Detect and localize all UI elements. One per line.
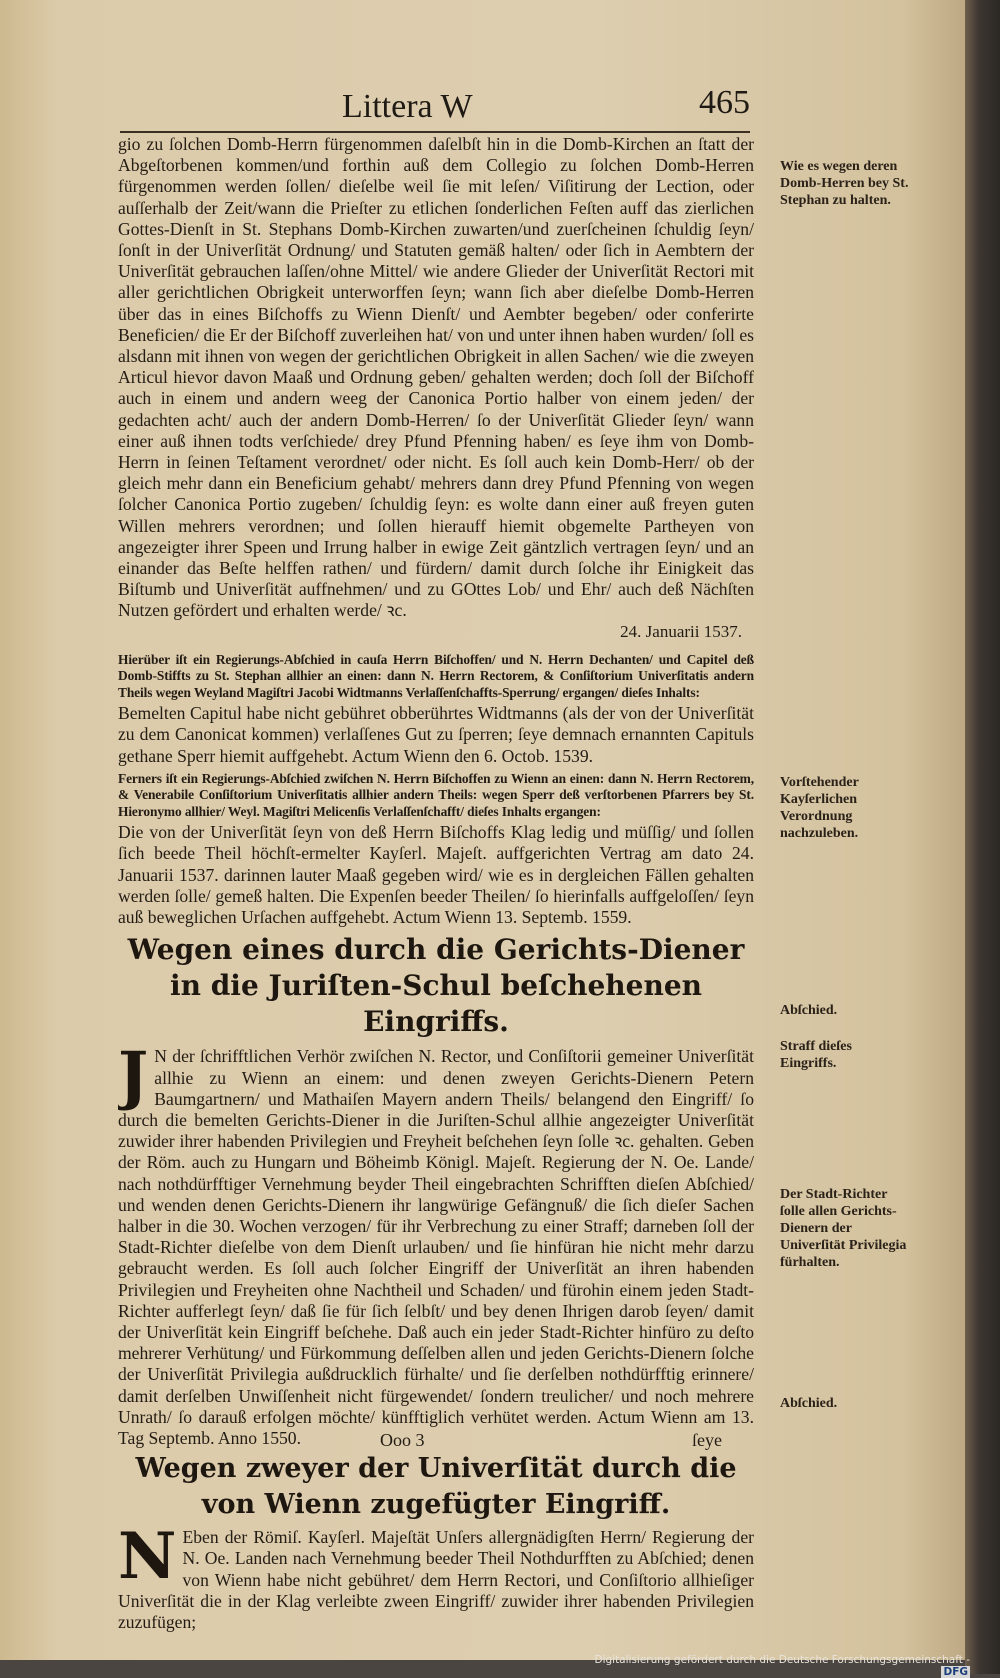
running-title: Littera W [342, 88, 473, 125]
credit-text: Digitalisierung gefördert durch die Deutsche Forschungsgemeinschaft - [594, 1654, 970, 1666]
section-2-body [118, 1527, 754, 1633]
paragraph-4: N der ſchrifftlichen Verhör zwiſchen N. Rector, und Conſiſtorii gemeiner Univerſität allhie zu Wienn an einem: und denen zweyen Gerichts-Dienern Petern Baumgartnern/ und Mathaiſen Mayern andern Theils/ belangend den Eingriff/ ſo durch die bemelten Gerichts-Diener in die Juriſten-Schul allhie angezeigter Univerſität zuwider ihrer habenden Privilegien und Freyheit beſchehen ſeyn ſolle ꝛc. gehalten. Geben der Röm. auch zu Hungarn und Böheimb Königl. Majeſt. Regierung der N. Oe. Lande/ nach nothdürfftiger Vernehmung beyder Theil eingebrachten Schrifften dieſen Abſchied/ und wenden denen Gerichts-Dienern ihr langwürige Gefängnuß/ die ſich dieſer Sachen halber in die 30. Wochen verzogen/ für ihr Verbrechung zu einer Straff; darneben ſoll der Stadt-Richter dieſelbe von dem Dienſt urlauben/ und ſie hinfüran hie nicht mehr darzu gebraucht werden. Es ſoll auch ſolcher Eingriff der Univerſität an ihren habenden Privilegien und Freyheiten ohne Nachtheil und Schaden/ und fürohin einem jeden Stadt-Richter aufferlegt ſeyn/ daß ſie für ſich ſelbſt/ und bey denen Ihrigen darob ſeyen/ damit der Univerſität kein Eingriff beſchehe. Daß auch ein jeder Stadt-Richter hinfüro zu deſto mehrerer Verhütung/ und Fürkommung deſſelben allen und jeden Gerichts-Dienern ſolche der Univerſität Privilegia außdrucklich fürhalte/ und ſie derſelben nothdürfftig erinnere/ damit derſelben Unwiſſenheit nicht fürgewendet/ ſondern treulicher/ und noch mehrere Unrath/ ſo darauß erfolgen möchte/ künfftiglich verhütet werden. Actum Wienn am 13. Tag Septemb. Anno 1550. [118, 1046, 754, 1448]
dfg-logo: DFG [943, 1666, 968, 1678]
page-edge [965, 0, 1000, 1674]
margin-note-5: Der Stadt-Richter ſolle allen Gerichts-Dienern der Univerſität Privilegia fürhalten. [780, 1187, 907, 1270]
digitization-credit [570, 1654, 970, 1678]
page-number: 465 [699, 84, 750, 121]
margin-note-2: Vorſtehender Kayſerlichen Verordnung nachzuleben. [780, 775, 859, 841]
note-paragraph-2: Ferners iſt ein Regierungs-Abſchied zwiſchen N. Herrn Biſchoffen zu Wienn an einen: dann N. Herrn Rectorem, & Venerabile Conſiſtorium Univerſitatis allhier andern Theils: wegen Sperr deß verſtorbenen Pfarrers bey St. Hieronymo allhier/ Weyl. Magiſtri Melicenſis Verlaſſenſchafft/ dieſes Inhalts ergangen: [118, 770, 754, 819]
paragraph-1: gio zu ſolchen Domb-Herrn fürgenommen daſelbſt hin in die Domb-Kirchen an ſtatt der Abgeſtorbenen kommen/und forthin auß dem Collegio zu ſolchen Domb-Herren fürgenommen werden ſollen/ dieſelbe weil ſie mit leſen/ Viſitirung der Lection, oder auſſerhalb der Zeit/wann die Prieſter zu etlichen ſonderlichen Feſten auff das zierlichen Gottes-Dienſt in St. Stephans Domb-Kirchen zuwarten/und zuerſcheinen ſchuldig ſeyn/ ſonſt in der Univerſität Ordnung/ und Statuten gemäß halten/ oder ſich in Aembtern der Univerſität gebrauchen laſſen/ohne Mittel/ wie andere Glieder der Univerſität Rectori mit aller gerichtlichen Obrigkeit unterworffen ſeyn; wann ſich aber dieſelbe Domb-Herren über das in eines Biſchoffs zu Wienn Dienſt/ und Aembter begeben/ oder conferirte Beneficien/ die Er der Biſchoff zuverleihen hat/ von und unter ihnen haben wurden/ ſoll es alsdann mit ihnen von wegen der gerichtlichen Obrigkeit in allen Sachen/ wie die zweyen Articul hievor davon Maaß und Ordnung geben/ gehalten werden; doch ſoll der Biſchoff auch in einem und andern weeg der Canonica Portio halber von einem jeden/ der gedachten acht/ auch der andern Domb-Herren/ ſo der Univerſität Glieder ſeyn/ wann einer auß ihnen todts verſchiede/ drey Pfund Pfenning haben/ es ſeye ihm von Domb-Herrn in ſeinen Teſtament verordnet/ oder nicht. Es ſoll auch kein Domb-Herr/ ob der gleich mehr dann ein Beneficium gehabt/ mehrers dann drey Pfund Pfenning von wegen ſolcher Canonica Portio zugeben/ ſchuldig ſeyn: es wolte dann einer auß freyen guten Willen mehrers verordnen; und ſollen hierauff hiemit obgemelte Partheyen von angezeigter ihrer Speen und Irrung halber in ewige Zeit gäntzlich vertragen ſeyn/ und an einander das Beſte helffen rathen/ und fürdern/ damit durch ſolche ihr Einigkeit das Biſtumb und Univerſität auffnehmen/ und zu GOttes Lob/ und Ehr/ auch deß Nächſten Nutzen gefördert und erhalten werde/ ꝛc. [118, 134, 754, 621]
section-heading-2: Wegen zweyer der Univerſität durch die von Wienn zugefügter Eingriff. [135, 1453, 737, 1521]
running-header [120, 84, 750, 130]
paragraph-3: Die von der Univerſität ſeyn von deß Herrn Biſchoffs Klag ledig und müſſig/ und ſollen ſich beede Theil höchſt-ermelter Kayſerl. Majeſt. auffgerichten Vertrag am dato 24. Januarii 1537. darinnen lauter Maaß gegeben wird/ wie es in dergleichen Fällen gehalten werden ſolle/ gemeß halten. Die Expenſen beeder Theilen/ ſo hierinfalls auffgeloſſen/ ſeyn auß beweglichen Urſachen auffgehebt. Actum Wienn 13. Septemb. 1559. [118, 822, 754, 928]
header-rule [120, 131, 750, 133]
drop-capital-1: J [118, 1046, 149, 1114]
section-1-body [118, 1046, 754, 1449]
note-paragraph-1: Hierüber iſt ein Regierungs-Abſchied in cauſa Herrn Biſchoffen/ und N. Herrn Dechanten/ und Capitel deß Domb-Stiffts zu St. Stephan allhier an einen: dann N. Herrn Rectorem, & Conſiſtorium Univerſitatis andern Theils wegen Weyland Magiſtri Jacobi Widtmanns Verlaſſenſchaffts-Sperrung/ ergangen/ dieſes Inhalts: [118, 651, 754, 700]
main-text [118, 134, 754, 1633]
drop-capital-2: N [118, 1527, 177, 1595]
paragraph-5: Eben der Römiſ. Kayſerl. Majeſtät Unſers allergnädigſten Herrn/ Regierung der N. Oe. Landen nach Vernehmung beeder Theil Nothdurfften zu Abſchied; denen von Wienn habe nicht gebühret/ dem Herrn Rectori, und Conſiſtorio allhieſiger Univerſität die in der Klag verleibte zween Eingriff/ zuwider ihrer habenden Privilegien zuzufügen; [118, 1527, 754, 1632]
margin-note-4: Straff dieſes Eingriffs. [780, 1039, 852, 1071]
margin-note-1: Wie es wegen deren Domb-Herren bey St. Stephan zu halten. [780, 159, 909, 208]
section-heading-1: Wegen eines durch die Gerichts-Diener in die Juriſten-Schul beſchehenen Eingriffs. [127, 933, 745, 1039]
date-line: 24. Januarii 1537. [620, 621, 742, 641]
margin-note-3: Abſchied. [780, 1003, 838, 1018]
margin-note-6: Abſchied. [780, 1396, 838, 1411]
paragraph-2: Bemelten Capitul habe nicht gebühret obberührtes Widtmanns (als der von der Univerſität zu dem Canonicat kommen) verlaſſenes Gut zu ſperren; ſeye demnach ernannten Capituls gethane Sperr hiemit auffgehebt. Actum Wienn den 6. Octob. 1539. [118, 703, 754, 766]
catchword: ſeye [692, 1430, 722, 1450]
signature-mark: Ooo 3 [380, 1430, 425, 1450]
